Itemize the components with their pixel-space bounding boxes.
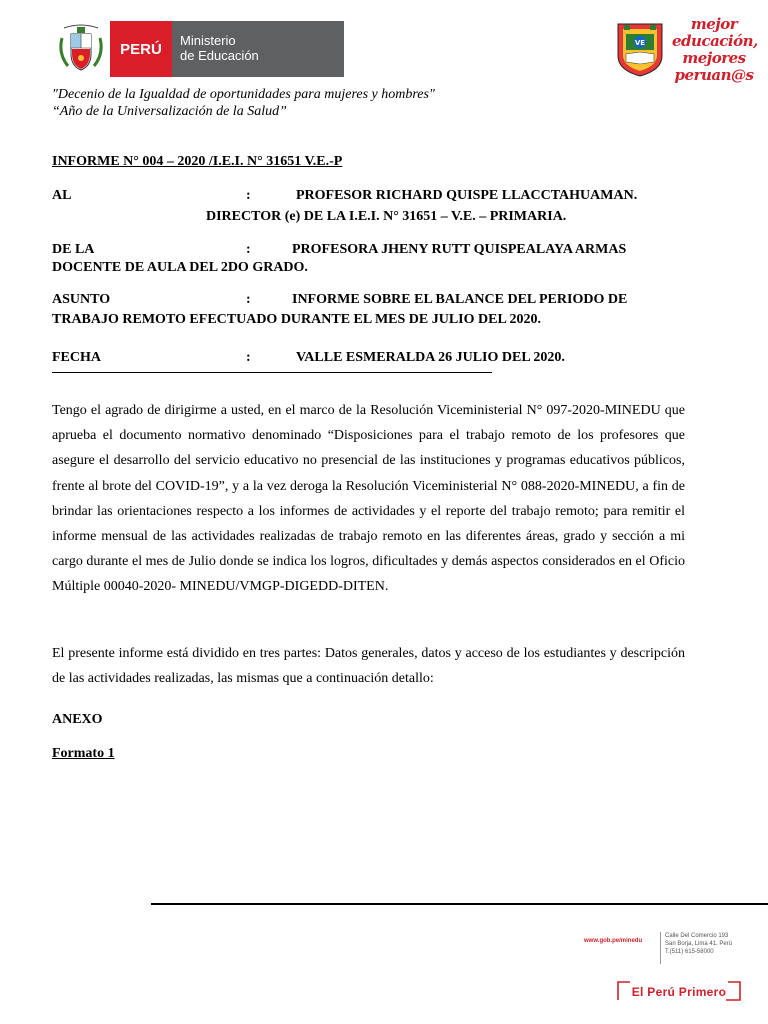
ministry-line-2: de Educación bbox=[180, 48, 259, 63]
fecha-value: VALLE ESMERALDA 26 JULIO DEL 2020. bbox=[296, 350, 565, 365]
footer-address bbox=[665, 932, 732, 956]
slogan-mejor-educacion bbox=[672, 16, 756, 84]
slogan-line-1: mejor bbox=[690, 15, 738, 33]
asunto-value: INFORME SOBRE EL BALANCE DEL PERIODO DE bbox=[292, 292, 628, 307]
slogan-line-3: mejores bbox=[682, 49, 746, 67]
peru-coat-of-arms-icon bbox=[58, 24, 104, 74]
el-peru-primero-logo bbox=[616, 978, 742, 1004]
al-value-line-2: DIRECTOR (e) DE LA I.E.I. N° 31651 – V.E. – PRIMARIA. bbox=[206, 209, 567, 224]
asunto-label: ASUNTO bbox=[52, 292, 111, 307]
footer-divider bbox=[151, 903, 768, 905]
de-label: DE LA bbox=[52, 242, 95, 257]
header-divider bbox=[52, 372, 492, 373]
al-label: AL bbox=[52, 188, 72, 203]
body-paragraph-2: El presente informe está dividido en tres partes: Datos generales, datos y acceso de los estudiantes y descripción de las actividades realizadas, las mismas que a continuación detallo: bbox=[52, 646, 685, 687]
de-colon: : bbox=[246, 242, 251, 257]
de-value: PROFESORA JHENY RUTT QUISPEALAYA ARMAS bbox=[292, 242, 627, 257]
school-shield-icon bbox=[616, 22, 664, 78]
informe-title: INFORME N° 004 – 2020 /I.E.I. N° 31651 V.E.-P bbox=[52, 154, 343, 169]
asunto-colon: : bbox=[246, 292, 251, 307]
footer-address-line-3: T.(511) 615-58000 bbox=[665, 949, 714, 955]
footer-separator bbox=[660, 932, 661, 964]
footer-url: www.gob.pe/minedu bbox=[584, 938, 643, 944]
ministry-brand-block bbox=[172, 21, 344, 77]
svg-text:VE: VE bbox=[634, 39, 646, 47]
fecha-label: FECHA bbox=[52, 350, 101, 365]
peru-primero-text: El Perú Primero bbox=[631, 985, 727, 999]
ministry-line-1: Ministerio bbox=[180, 33, 236, 48]
body-paragraph-1: Tengo el agrado de dirigirme a usted, en el marco de la Resolución Viceministerial N° 097-2020-MINEDU que aprueba el documento normativo denominado “Disposiciones para el trabajo remoto de los profesores que asegure el desarrollo del servicio educativo no presencial de las instituciones y programas educativos públicos, frente al brote del COVID-19”, y a la vez deroga la Resolución Viceministerial N° 088-2020-MINEDU, a fin de brindar las orientaciones respecto a los informes de actividades y el reporte del trabajo remoto; para remitir el informe mensual de las actividades realizadas de trabajo remoto en las diferentes áreas, grado y sección a mi cargo durante el mes de Julio donde se indica los logros, dificultades y demás aspectos considerados en el Oficio Múltiple 00040-2020- MINEDU/VMGP-DIGEDD-DITEN. bbox=[52, 403, 685, 595]
al-colon: : bbox=[246, 188, 251, 203]
de-value-line-2: DOCENTE DE AULA DEL 2DO GRADO. bbox=[52, 260, 308, 275]
peru-label: PERÚ bbox=[120, 40, 162, 58]
decade-quote: "Decenio de la Igualdad de oportunidades para mujeres y hombres" bbox=[52, 87, 435, 102]
slogan-line-4: peruan@s bbox=[674, 66, 754, 84]
footer-address-line-2: San Borja, Lima 41, Perú bbox=[665, 941, 733, 947]
formato-heading: Formato 1 bbox=[52, 746, 115, 761]
fecha-colon: : bbox=[246, 350, 251, 365]
anexo-heading: ANEXO bbox=[52, 712, 103, 727]
slogan-line-2: educación, bbox=[672, 32, 758, 50]
al-value: PROFESOR RICHARD QUISPE LLACCTAHUAMAN. bbox=[296, 188, 638, 203]
peru-brand-block bbox=[110, 21, 172, 77]
asunto-value-line-2: TRABAJO REMOTO EFECTUADO DURANTE EL MES DE JULIO DEL 2020. bbox=[52, 312, 542, 327]
year-quote: “Año de la Universalización de la Salud” bbox=[52, 104, 287, 119]
footer-address-line-1: Calle Del Comercio 193 bbox=[665, 933, 729, 939]
